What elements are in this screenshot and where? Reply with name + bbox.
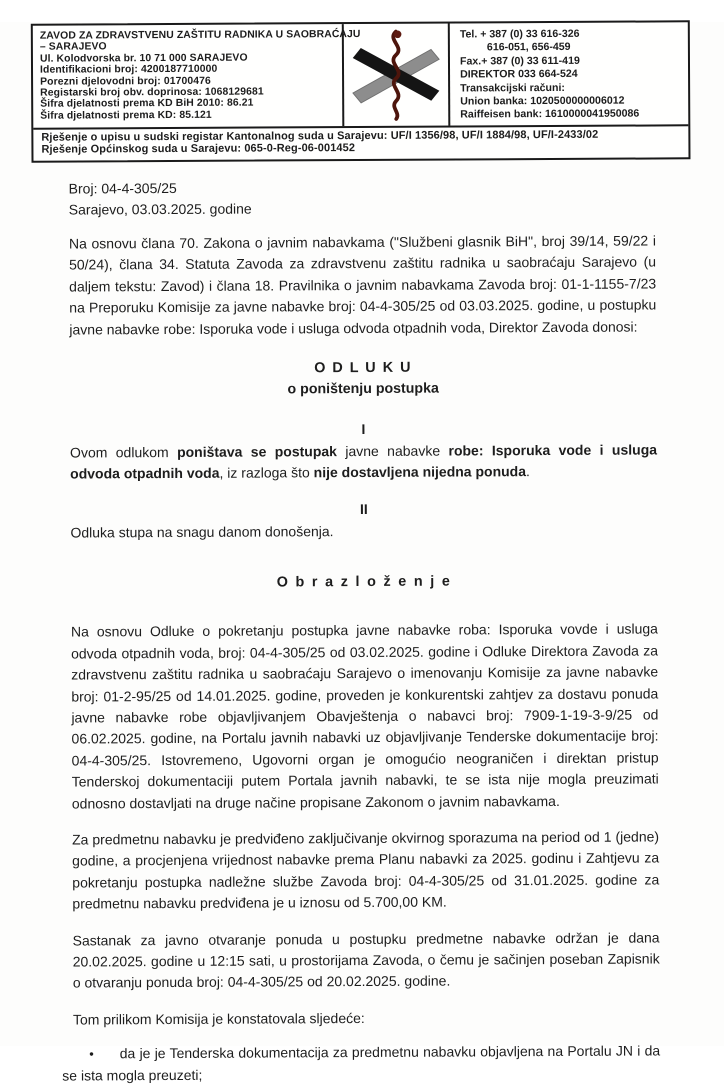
decision-title: O D L U K U: [70, 357, 657, 381]
org-name-line1: ZAVOD ZA ZDRAVSTVENU ZAŠTITU RADNIKA U SAOBRAĆAJU: [40, 29, 338, 42]
org-activity-code: Šifra djelatnosti prema KD: 85.121: [40, 109, 338, 122]
rationale-paragraph-2: Za predmetnu nabavku je predviđeno zaključivanje okvirnog sporazuma na period od 1 (jedne) godine, a procjenjena vrijednost nabavke prema Planu nabavki za 2025. godinu i Zahtjevu za pokretanju postupka nadležne službe Zavoda broj: 04-4-305/25 od 31.01.2025. godine za predmetnu nabavku predviđena je u iznosu od 5.700,00 KM.: [72, 826, 659, 915]
document-number: Broj: 04-4-305/25: [69, 175, 656, 199]
asclepius-logo-icon: [344, 24, 451, 126]
rationale-paragraph-3: Sastanak za javno otvaranje ponuda u postupku predmetne nabavke održan je dana 20.02.2025. godine u 12:15 sati, u prostorijama Zavoda, o čemu je sačinjen poseban Zapisnik o otvaranju ponuda broj: 04-4-305/25 od 20.02.2025. godine.: [73, 927, 660, 994]
municipal-court-registry-line: Rješenje Općinskog suda u Sarajevu: 065-0-Reg-06-001452: [41, 141, 680, 157]
raiffeisen-bank-account: Raiffeisen bank: 1610000041950086: [460, 108, 682, 123]
cantonal-court-registry-line: Rješenje o upisu u sudski registar Kantonalnog suda u Sarajevu: UF/I 1356/98, UF/I 1884/98, UF/I-2433/02: [41, 128, 680, 144]
letterhead: [31, 20, 691, 162]
document-body: [69, 175, 661, 1086]
section-1-label: I: [70, 418, 657, 442]
rationale-heading: O b r a z l o ž e n j e: [71, 571, 658, 595]
org-address: Ul. Kolodvorska br. 10 71 000 SARAJEVO: [40, 52, 338, 65]
contact-info-block: [450, 22, 689, 125]
decision-subtitle: o poništenju postupka: [70, 378, 657, 402]
registry-info-block: [33, 126, 688, 161]
place-and-date: Sarajevo, 03.03.2025. godine: [69, 196, 656, 220]
finding-bullet-item: [62, 1041, 660, 1087]
intro-paragraph: Na osnovu člana 70. Zakona o javnim nabavkama ("Službeni glasnik BiH", broj 39/14, 59/22 i 50/24), člana 34. Statuta Zavoda za zdravstvenu zaštitu radnika u saobraćaju Sarajevo (u daljem tekstu: Zavod) i člana 18. Pravilnika o javnim nabavkama Zavoda broj: 01-1-1155-7/23 na Preporuku Komisije za javne nabavke broj: 04-4-305/25 od 03.03.2025. godine, u postupku javne nabavke robe: Isporuka vode i usluga odvoda otpadnih voda, Direktor Zavoda donosi:: [69, 230, 657, 340]
org-info-block: [33, 24, 345, 127]
page-content: [0, 20, 727, 1087]
org-registry-number: Registarski broj obv. doprinosa: 1068129681: [40, 86, 338, 99]
letterhead-top-row: [33, 22, 689, 129]
phone-line2: 616-051, 656-459: [460, 41, 682, 56]
bullet-icon: •: [89, 1047, 94, 1062]
section-2-paragraph: Odluka stupa na snagu danom donošenja.: [70, 519, 657, 543]
rationale-paragraph-1: Na osnovu Odluke o pokretanju postupka javne nabavke roba: Isporuka vovde i usluga odvoda otpadnih voda, broj: 04-4-305/25 od 03.02.2025. godine i Odluke Direktora Zavoda za zdravstvenu zaštitu radnika u saobraćaju Sarajevo o imenovanju Komisije za javne nabavke broj: 01-2-95/25 od 14.01.2025. godine, proveden je konkurentski zahtjev za dostavu ponuda javne nabavke robe objavljivanjem Obavještenja o nabavci broj: 7909-1-19-3-9/25 od 06.02.2025. godine, na Portalu javnih nabavki uz objavljivanje Tenderske dokumentacije broj: 04-4-305/25. Istovremeno, Ugovorni organ je omogućio neograničen i direktan pristup Tenderskoj dokumentaciji putem Portala javnih nabavki, te se ista nije mogla preuzimati odnosno dostavljati na druge načine propisane Zakonom o javnim nabavkama.: [71, 619, 659, 815]
org-id-number: Identifikacioni broj: 4200187710000: [40, 63, 338, 76]
accounts-label: Transakcijski računi:: [460, 81, 682, 96]
finding-bullet-text: da je je Tenderska dokumentacija za predmetnu nabavku objavljena na Portalu JN i da se ista mogla preuzeti;: [62, 1043, 660, 1084]
phone-line1: Tel. + 387 (0) 33 616-326: [460, 27, 682, 42]
org-tax-number: Porezni djelovodni broj: 01700476: [40, 75, 338, 88]
decision-title-block: [70, 357, 657, 402]
union-bank-account: Union banka: 1020500000006012: [460, 94, 682, 109]
fax-line: Fax.+ 387 (0) 33 611-419: [460, 54, 682, 69]
org-activity-code-2010: Šifra djelatnosti prema KD BiH 2010: 86.21: [40, 98, 338, 111]
org-name-line2: – SARAJEVO: [40, 41, 338, 54]
section-1-paragraph: Ovom odlukom poništava se postupak javne nabavke robe: Isporuka vode i usluga odvoda otpadnih voda, iz razloga što nije dostavljena nijedna ponuda.: [70, 440, 657, 486]
director-phone-line: DIREKTOR 033 664-524: [460, 68, 682, 83]
section-2-label: II: [70, 497, 657, 521]
scanned-document-page: [0, 22, 724, 1046]
rationale-paragraph-4: Tom prilikom Komisija je konstatovala sljedeće:: [73, 1006, 660, 1030]
